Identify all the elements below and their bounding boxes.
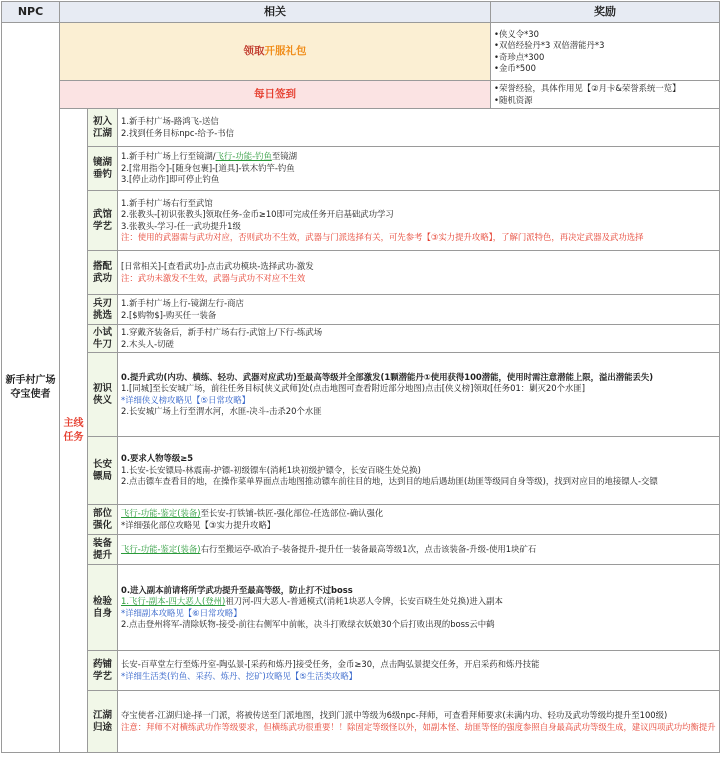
npc-cell: 新手村广场夺宝使者 [2,23,60,753]
gift-cell [60,23,491,81]
quest-step: 0.要求人物等级≥5 [121,453,194,464]
reward-item: •侠义令*30 [494,28,539,39]
quest-step: *详细生活类(钓鱼、采药、炼丹、挖矿)攻略见【⑤生活类攻略】 [121,670,357,681]
quest-step: 1.穿戴齐装备后，新手村广场右行-武馆上/下行-练武场 [121,327,323,338]
quest-step: 0.提升武功(内功、横练、轻功、武器对应武功)至最高等级并全部激发(1颗潜能丹①使用获得100潜能，使用时需注意潜能上限，溢出潜能丢失) [121,371,654,382]
quest-step: 2.[常用指令]-[随身包裹]-[道具]-铁木钓竿-钓鱼 [121,162,295,173]
daily-row [2,81,720,109]
fly-identify-link[interactable]: 飞行-功能-鉴定(装备) [121,543,201,554]
quest-step: 2.找到任务目标npc-给予-书信 [121,127,235,138]
quest-step: 2.木头人-切磋 [121,338,174,349]
quest-step: 2.点击镖车查看目的地，在操作菜单界面点击地图推动镖车前往目的地，达到目的地后遇劫匪(劫匪等级同自身等级)，找到对应目的地接镖人-交镖 [121,476,658,487]
reward-item: •奇珍点*300 [494,51,545,62]
reward-item: •随机资源 [494,94,533,105]
quest-steps [118,109,720,147]
quest-name: 初识侠义 [88,353,118,437]
fly-fishing-link[interactable]: 飞行-功能-钓鱼 [215,151,272,162]
quest-steps [118,565,720,651]
quest-step: *详细侠义榜攻略见【⑤日常攻略】 [121,394,250,405]
quest-name: 兵刃挑选 [88,295,118,325]
quest-steps [118,295,720,325]
quest-name: 小试牛刀 [88,325,118,353]
quest-row [2,353,720,437]
quest-step: 2.张教头-[初识张教头]领取任务-金币≥10即可完成任务开启基础武功学习 [121,209,394,220]
quest-step: 1.[同城]至长安城广场，前往任务目标[侠义武师]处(点击地图可查看附近部分地图)点击[侠义榜]领取[任务01：剿灭20个水匪] [121,383,585,394]
quest-row [2,437,720,505]
quest-name: 长安镖局 [88,437,118,505]
quest-step: [日常相关]-[查看武功]-点击武功模块-选择武功-激发 [121,261,314,272]
quest-step: *详细副本攻略见【⑥日常攻略】 [121,607,242,618]
quest-step: *详细强化部位攻略见【③实力提升攻略】 [121,519,276,530]
quest-note: 注：武功未激发不生效，武器与武功不对应不生效 [121,272,306,283]
quest-row [2,295,720,325]
quest-steps [118,535,720,565]
quest-step: 飞行-功能-鉴定(装备)至长安-打铁铺-铁匠-强化部位-任选部位-确认强化 [121,508,384,519]
quest-row [2,191,720,251]
quest-row [2,109,720,147]
quest-step: 3.[停止动作]即可停止钓鱼 [121,174,220,185]
quest-step: 1.飞行-副本-四大恶人(登州)祖刀河-四大恶人-普通模式(消耗1块恶人令牌，长安百晓生处兑换)进入副本 [121,596,503,607]
quest-steps [118,325,720,353]
quest-row [2,691,720,753]
quest-steps [118,147,720,191]
quest-name: 武馆学艺 [88,191,118,251]
quest-step: 夺宝使者-江湖归途-择一门派，将被传送至门派地图，找到门派中等级为6级npc-拜师，可查看拜师要求(未满内功、轻功及武功等级均提升至100级) [121,710,668,721]
quest-steps [118,505,720,535]
daily-cell: 每日签到 [60,81,491,109]
quest-steps [118,191,720,251]
quest-step: 1.长安-长安镖局-林震南-护镖-初级镖车(消耗1块初级护镖令，长安百晓生处兑换) [121,464,421,475]
reward-item: •金币*500 [494,62,536,73]
quest-row [2,325,720,353]
quest-step: 飞行-功能-鉴定(装备)右行至搬运亭-欧冶子-装备提升-提升任一装备最高等级1次，点击该装备-升级-使用1块矿石 [121,543,537,554]
gift-name: 开服礼包 [264,44,307,57]
quest-row [2,651,720,691]
quest-name: 搭配武功 [88,251,118,295]
quest-table [1,1,720,753]
quest-steps [118,651,720,691]
quest-steps [118,251,720,295]
quest-step: 1.新手村广场上行至镜湖/飞行-功能-钓鱼至镜湖 [121,151,297,162]
quest-name: 部位强化 [88,505,118,535]
related-header: 相关 [60,2,491,23]
quest-steps [118,691,720,753]
quest-row [2,565,720,651]
daily-rewards [491,81,720,109]
quest-row [2,505,720,535]
fly-identify-link[interactable]: 飞行-功能-鉴定(装备) [121,508,201,519]
quest-step: 长安-百草堂左行至炼丹室-陶弘景-[采药和炼丹]接受任务，金币≥30，点击陶弘景提交任务，开启采药和炼丹技能 [121,659,540,670]
quest-name: 初入江湖 [88,109,118,147]
quest-name: 江湖归途 [88,691,118,753]
reward-header: 奖励 [491,2,720,23]
quest-name: 装备提升 [88,535,118,565]
quest-note: 注意：拜师不对横练武功作等级要求，但横练武功很重要！！除固定等级怪以外，如副本怪、劫匪等怪的强度参照自身最高武功等级生成，建议四项武功均衡提升 [121,721,716,732]
category-cell: 主线任务 [60,109,88,753]
quest-row [2,147,720,191]
quest-note: 注：使用的武器需与武功对应，否则武功不生效，武器与门派选择有关，可先参考【③实力提升攻略】，了解门派特色，再决定武器及武功选择 [121,231,644,242]
quest-name: 镜湖垂钓 [88,147,118,191]
quest-step: 1.新手村广场-路鸿飞-送信 [121,116,219,127]
quest-step: 0.进入副本前请将所学武功提升至最高等级，防止打不过boss [121,584,353,595]
quest-step: 2.[$购物$]-购买任一装备 [121,309,217,320]
quest-step: 1.新手村广场右行至武馆 [121,197,213,208]
quest-step: 1.新手村广场上行-镜湖左行-商店 [121,298,244,309]
quest-steps [118,437,720,505]
quest-name: 药铺学艺 [88,651,118,691]
quest-step: 2.点击登州将军-清除妖物-接受-前往右侧军中前帐，决斗打败绿衣妖娘30个后打败出现的boss云中鹤 [121,618,495,629]
gift-row [2,23,720,81]
header-row [2,2,720,23]
quest-step: 2.长安城广场上行至渭水河，水匪-决斗-击杀20个水匪 [121,405,322,416]
quest-steps [118,353,720,437]
quest-step: 3.张教头-学习-任一武功提升1级 [121,220,241,231]
quest-row [2,251,720,295]
gift-prefix: 领取 [243,44,265,57]
npc-header: NPC [2,2,60,23]
quest-row [2,535,720,565]
reward-item: •荣誉经验，具体作用见【②月卡&荣誉系统一览】 [494,83,681,94]
reward-item: •双倍经验丹*3 双倍潜能丹*3 [494,40,605,51]
fly-dungeon-link[interactable]: 1.飞行-副本-四大恶人(登州) [121,596,226,607]
gift-rewards [491,23,720,81]
quest-name: 检验自身 [88,565,118,651]
